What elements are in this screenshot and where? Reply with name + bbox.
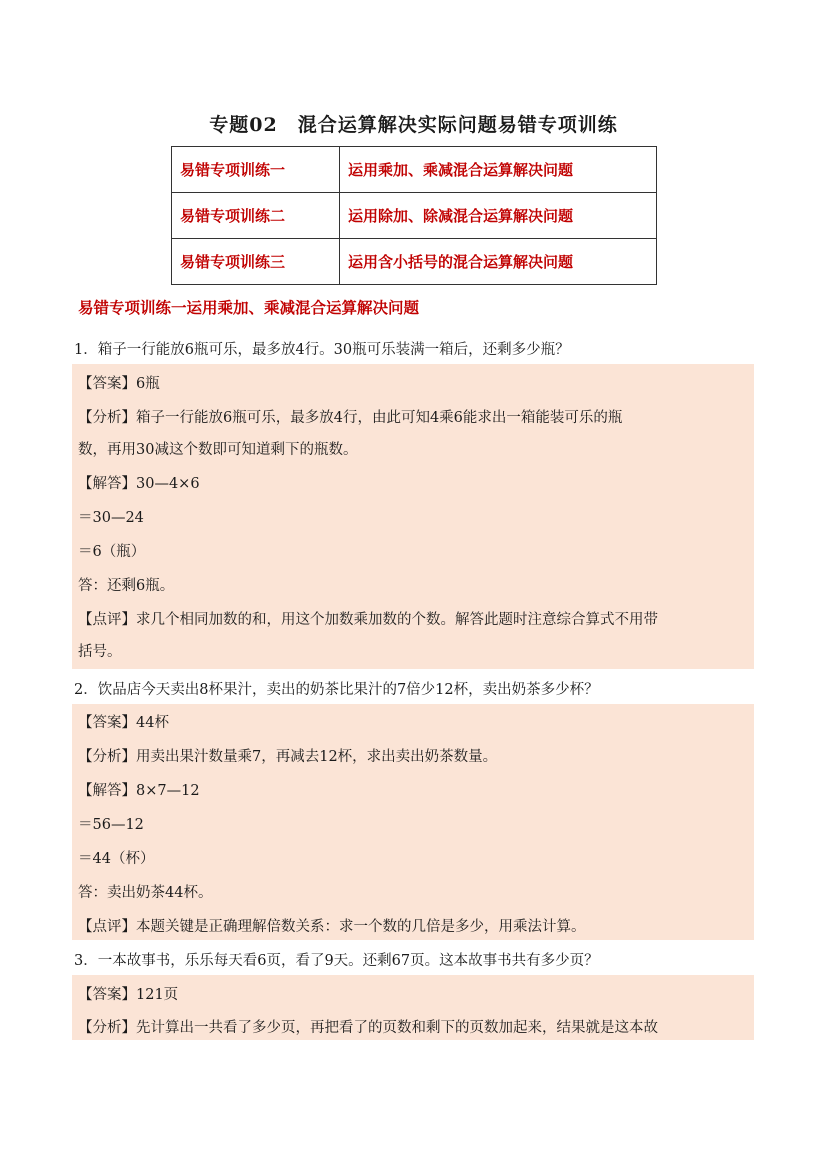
topic-name: 易错专项训练一 <box>172 147 340 193</box>
section-heading: 易错专项训练一运用乘加、乘减混合运算解决问题 <box>78 298 420 317</box>
solution-line: ＝56—12 <box>78 817 144 833</box>
page-title: 专题02 混合运算解决实际问题易错专项训练 <box>209 114 618 136</box>
comment-line: 括号。 <box>78 644 122 660</box>
topic-desc: 运用乘加、乘减混合运算解决问题 <box>340 147 657 193</box>
comment-line: 【点评】求几个相同加数的和，用这个加数乘加数的个数。解答此题时注意综合算式不用带 <box>78 612 658 628</box>
topic-desc: 运用含小括号的混合运算解决问题 <box>340 239 657 285</box>
analysis-line: 【分析】先计算出一共看了多少页，再把看了的页数和剩下的页数加起来，结果就是这本故 <box>78 1020 658 1036</box>
topic-desc: 运用除加、除减混合运算解决问题 <box>340 193 657 239</box>
solution-line: 【解答】8×7—12 <box>78 783 200 799</box>
solution-box-1 <box>72 364 754 669</box>
answer-line: 【答案】121页 <box>78 987 179 1003</box>
topic-name: 易错专项训练二 <box>172 193 340 239</box>
question-3: 3．一本故事书，乐乐每天看6页，看了9天。还剩67页。这本故事书共有多少页？ <box>74 953 599 969</box>
solution-line: ＝6（瓶） <box>78 544 146 560</box>
topic-row <box>172 147 657 193</box>
topic-table <box>171 146 657 285</box>
solution-box-3 <box>72 975 754 1040</box>
solution-line: 【解答】30—4×6 <box>78 476 200 492</box>
comment-line: 【点评】本题关键是正确理解倍数关系：求一个数的几倍是多少，用乘法计算。 <box>78 919 586 935</box>
question-2: 2．饮品店今天卖出8杯果汁，卖出的奶茶比果汁的7倍少12杯，卖出奶茶多少杯？ <box>74 682 599 698</box>
solution-line: ＝30—24 <box>78 510 144 526</box>
solution-line: ＝44（杯） <box>78 851 155 867</box>
analysis-line: 【分析】箱子一行能放6瓶可乐，最多放4行，由此可知4乘6能求出一箱能装可乐的瓶 <box>78 410 623 426</box>
analysis-line: 数，再用30减这个数即可知道剩下的瓶数。 <box>78 442 358 458</box>
solution-line: 答：卖出奶茶44杯。 <box>78 885 213 901</box>
topic-row <box>172 239 657 285</box>
solution-box-2 <box>72 704 754 940</box>
solution-line: 答：还剩6瓶。 <box>78 578 175 594</box>
answer-line: 【答案】44杯 <box>78 715 169 731</box>
answer-line: 【答案】6瓶 <box>78 376 160 392</box>
question-1: 1．箱子一行能放6瓶可乐，最多放4行。30瓶可乐装满一箱后，还剩多少瓶？ <box>74 342 570 358</box>
topic-name: 易错专项训练三 <box>172 239 340 285</box>
topic-row <box>172 193 657 239</box>
analysis-line: 【分析】用卖出果汁数量乘7，再减去12杯，求出卖出奶茶数量。 <box>78 749 498 765</box>
